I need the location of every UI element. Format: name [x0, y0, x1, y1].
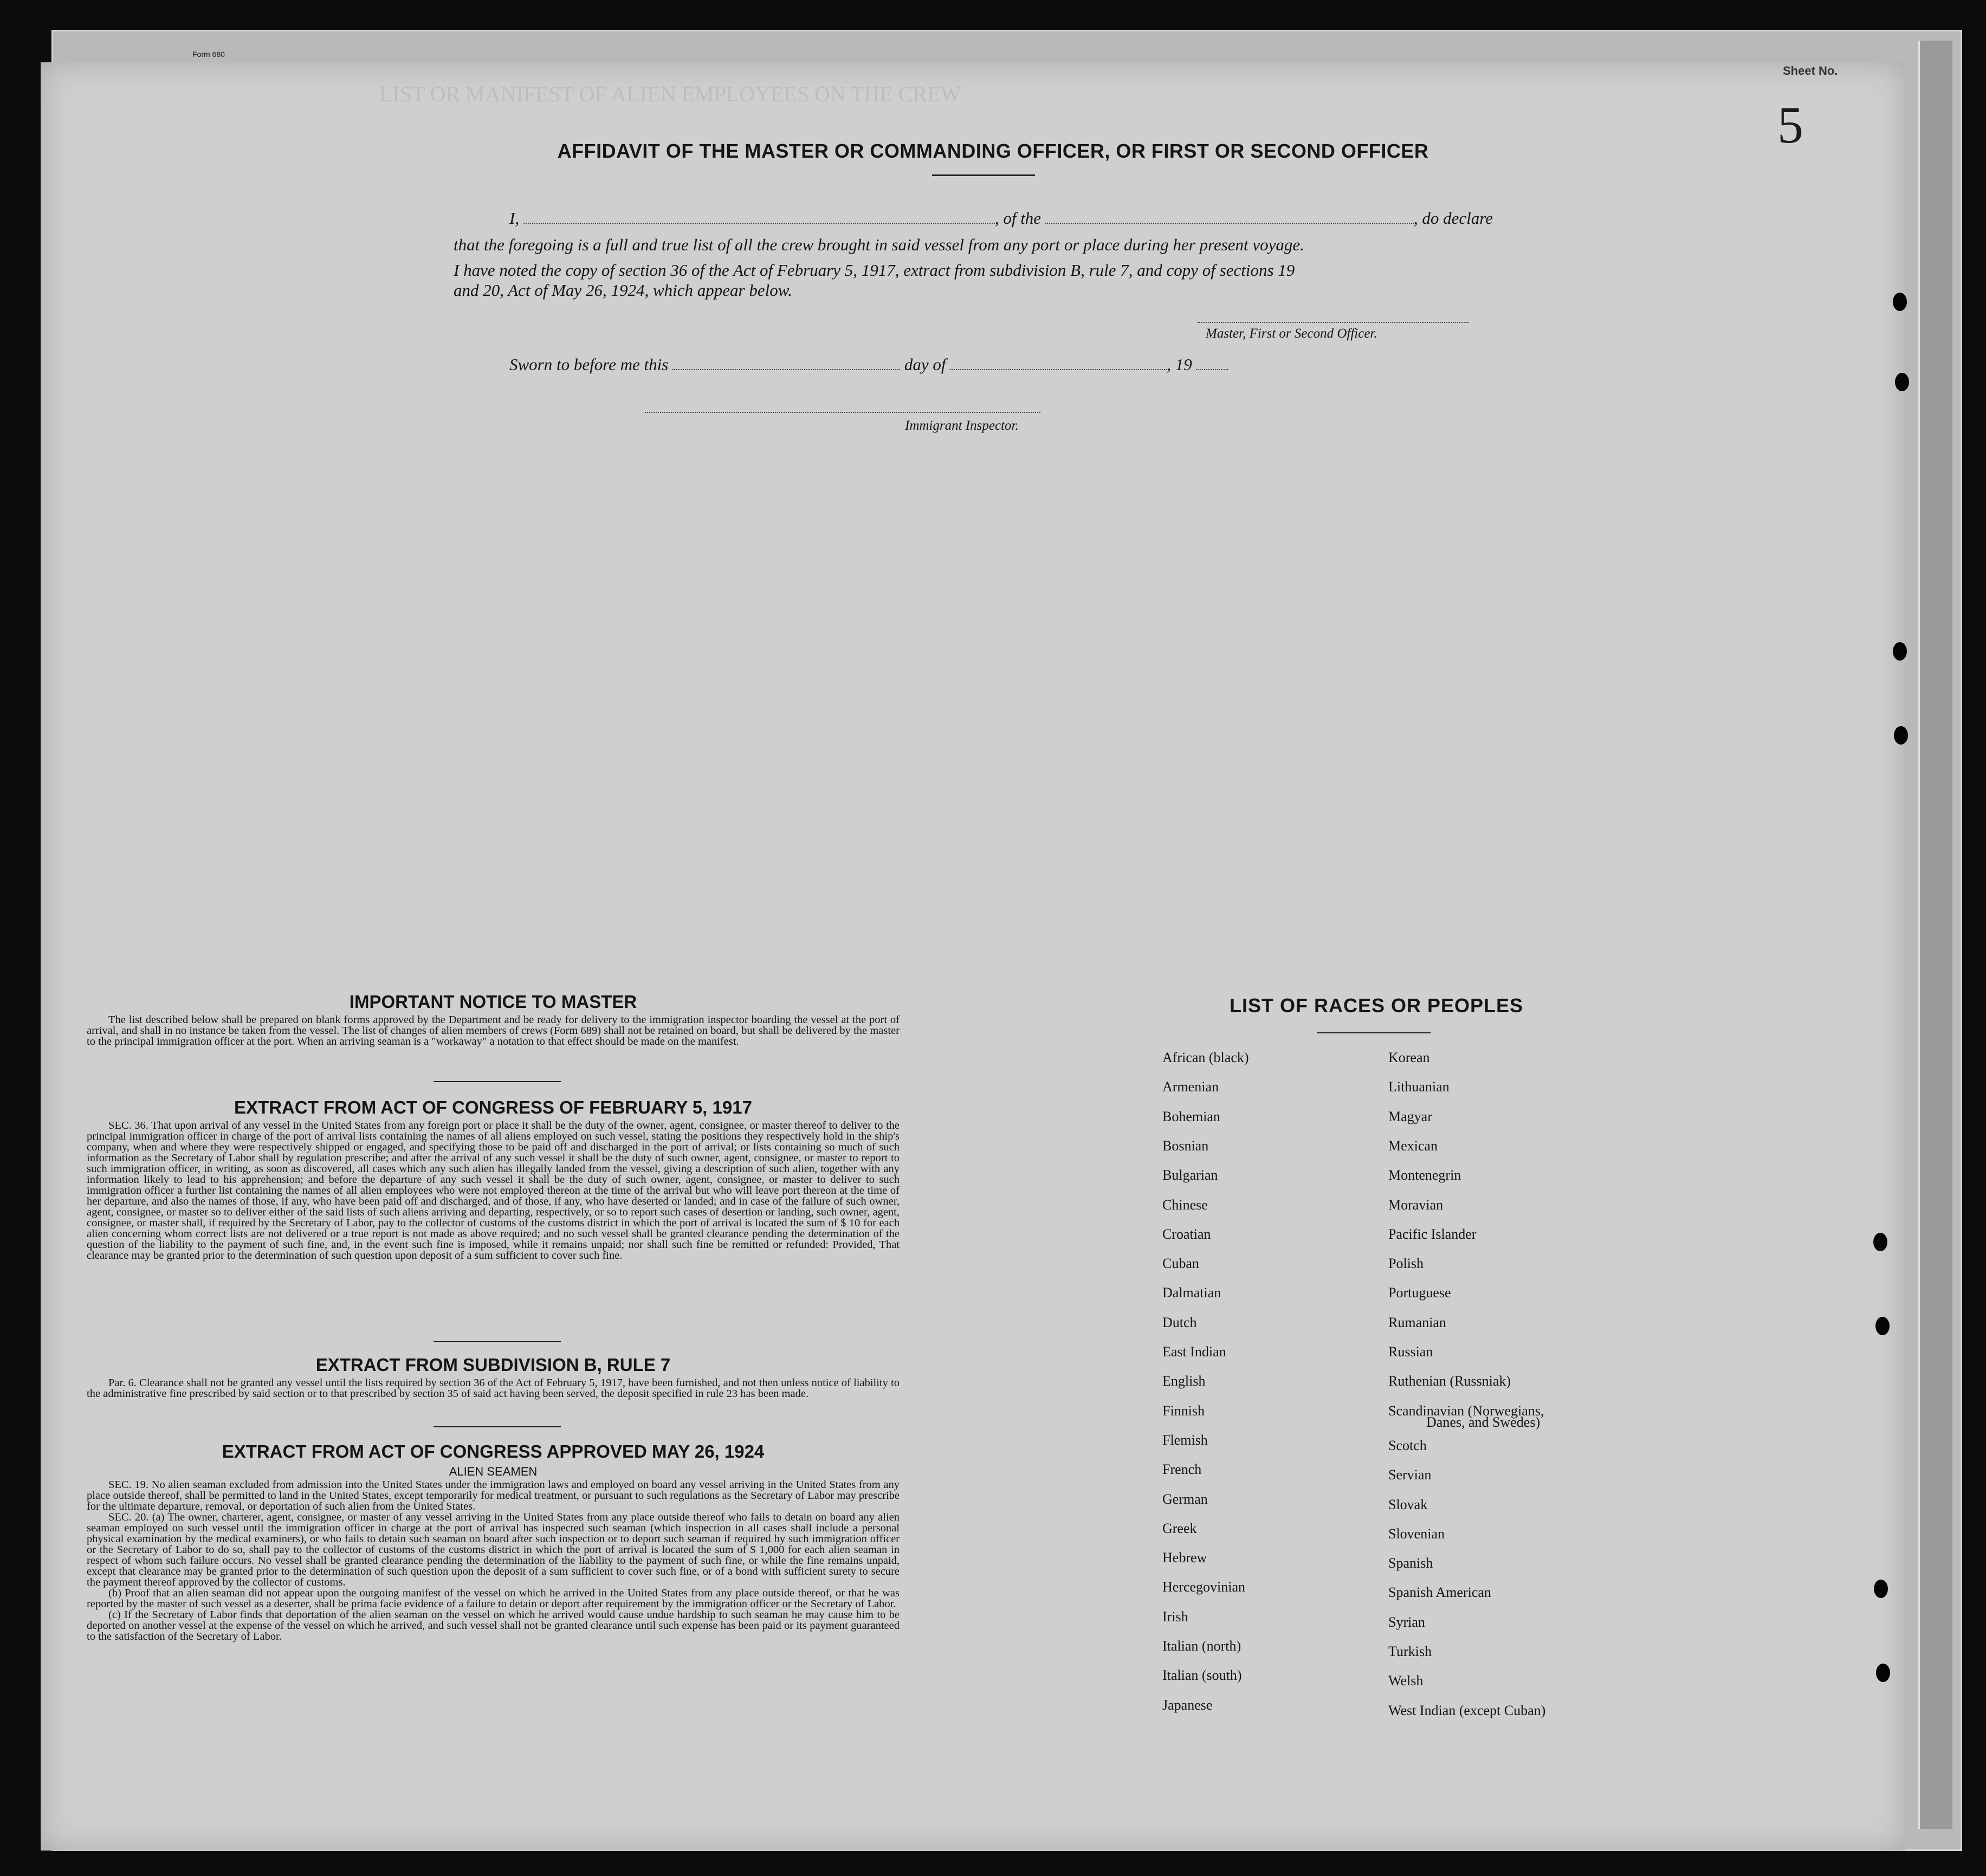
- race-item: Ruthenian (Russniak): [1388, 1373, 1511, 1389]
- race-item: Dalmatian: [1162, 1285, 1221, 1301]
- race-item: Flemish: [1162, 1432, 1208, 1448]
- sheet-number-label: Sheet No.: [1783, 64, 1838, 77]
- race-item: Montenegrin: [1388, 1167, 1461, 1183]
- race-item: Moravian: [1388, 1196, 1444, 1213]
- inspector-signature-field[interactable]: [645, 400, 1040, 413]
- extract-1917-body: SEC. 36. That upon arrival of any vessel in the United States from any foreign port or place it shall be the duty of the owner, agent, consignee, or master thereof to deliver to the principal immigration officer in charge of the port of arrival lists containing the names of all aliens employed on such vessel, stating the positions they respectively hold in the ship's company, when and where they were respectively shipped or engaged, and specifying those to be paid off and discharged in the port of arrival; or lists containing so much of such information as the Secretary of Labor shall by regulation prescribe; and after the arrival of any such vessel it shall be the duty of such owner, agent, consignee, or master to report to such immigration officer, in writing, as soon as discovered, all cases which any such alien has illegally landed from the vessel, giving a description of such alien, together with any information likely to lead to his apprehension; and before the departure of any such vessel it shall be the duty of such owner, agent, consignee, or master to deliver to such immigration officer a further list containing the names of all alien employees who were not employed thereon at the time of the arrival but who will leave port thereon at the time of her departure, and also the names of those, if any, who have been paid off and discharged, and of those, if any, who have deserted or landed; and in case of the failure of such owner, agent, consignee, or master so to deliver either of the said lists of such aliens arriving and departing, respectively, or so to report such cases of desertion or landing, such owner, agent, consignee, or master shall, if required by the Secretary of Labor, pay to the collector of customs of the customs district in which the port of arrival is located the sum of $ 10 for each alien concerning whom correct lists are not delivered or a true report is not made as above required; and no such vessel shall be granted clearance pending the determination of the question of the liability to the payment of such fine, and, in the event such fine is imposed, while it remains unpaid; nor shall such fine be remitted or refunded: Provided, That clearance may be granted prior to the determination of such question upon deposit of a sum sufficient to cover such fine.: [87, 1120, 900, 1262]
- race-item: Chinese: [1162, 1196, 1208, 1213]
- declaration-do-declare: , do declare: [1413, 209, 1493, 228]
- race-item: Servian: [1388, 1467, 1432, 1483]
- extract-1924-body: [87, 1479, 900, 1642]
- race-item: Japanese: [1162, 1697, 1213, 1713]
- underlying-sheet-edge: [1918, 41, 1952, 1829]
- section-rule: [434, 1081, 561, 1082]
- sworn-label: Sworn to before me this: [509, 355, 669, 374]
- sworn-month-field[interactable]: [950, 357, 1167, 370]
- race-item: Cuban: [1162, 1256, 1199, 1272]
- notice-body: The list described below shall be prepared on blank forms approved by the Department and be ready for delivery to the immigration inspector boarding the vessel at the port of arrival, and shall in no instance be taken from the vessel. The list of changes of alien members of crews (Form 689) shall not be retained on board, but shall be delivered by the master to the principal immigration officer at the port. When an arriving seaman is a "workaway" a notation to that effect should be made on the manifest.: [87, 1014, 900, 1047]
- sheet-number-handwritten: 5: [1777, 96, 1803, 154]
- race-item: Greek: [1162, 1520, 1197, 1536]
- race-item: Welsh: [1388, 1673, 1424, 1689]
- race-item: Russian: [1388, 1344, 1433, 1360]
- sworn-year-prefix: , 19: [1167, 355, 1192, 374]
- declarant-name-field[interactable]: [523, 211, 995, 224]
- race-item: Italian (north): [1162, 1638, 1241, 1654]
- race-item: African (black): [1162, 1050, 1249, 1065]
- race-item: Bulgarian: [1162, 1167, 1218, 1183]
- race-item: Mexican: [1388, 1137, 1438, 1154]
- sworn-line: [509, 355, 1228, 374]
- extract-1917-title: EXTRACT FROM ACT OF CONGRESS OF FEBRUARY 5, 1917: [234, 1097, 752, 1117]
- affidavit-title: AFFIDAVIT OF THE MASTER OR COMMANDING OFFICER, OR FIRST OR SECOND OFFICER: [557, 140, 1429, 162]
- race-item: German: [1162, 1491, 1208, 1507]
- race-item: Hercegovinian: [1162, 1579, 1246, 1595]
- extract-1924-title: EXTRACT FROM ACT OF CONGRESS APPROVED MAY 26, 1924: [222, 1441, 765, 1461]
- sec20a-paragraph: SEC. 20. (a) The owner, charterer, agent, consignee, or master of any vessel arriving in the United States from any place outside thereof who fails to detain on board any alien seaman employed on such vessel until the immigration officer in charge at the port of arrival has inspected such seaman (which inspection in all cases shall include a personal physical examination by the medical examiners), or who fails to detain such seaman on board after such inspection or to deport such seaman if required by such immigration officer or the Secretary of Labor to do so, shall pay to the collector of customs of the customs district in which the port of arrival is located the sum of $ 1,000 for each alien seaman in respect of whom such failure occurs. No vessel shall be granted clearance pending the determination of the liability to the payment of such fine, or while the fine remains unpaid, except that clearance may be granted prior to the determination of such question upon the deposit of a sum sufficient to cover such fine, or of a bond with sufficient surety to secure the payment thereof approved by the collector of customs.: [87, 1511, 900, 1588]
- race-item: Danes, and Swedes): [1426, 1414, 1541, 1430]
- notice-title: IMPORTANT NOTICE TO MASTER: [349, 992, 637, 1012]
- declaration-line-2: that the foregoing is a full and true list of all the crew brought in said vessel from any port or place during her present voyage.: [454, 235, 1304, 254]
- sec20c-paragraph: (c) If the Secretary of Labor finds that deportation of the alien seaman on the vessel on which he arrived would cause undue hardship to such seaman he may cause him to be deported on another vessel at the expense of the vessel on which he arrived, and such vessel shall not be granted clearance until such expense has been paid or its payment guaranteed to the satisfaction of the Secretary of Labor.: [87, 1609, 900, 1642]
- race-item: West Indian (except Cuban): [1388, 1702, 1546, 1718]
- declaration-line-1: [509, 209, 1493, 228]
- inspector-caption: Immigrant Inspector.: [905, 418, 1019, 433]
- race-item: Rumanian: [1388, 1314, 1446, 1330]
- race-item: Finnish: [1162, 1402, 1205, 1419]
- races-title: LIST OF RACES OR PEOPLES: [1229, 994, 1524, 1017]
- race-item: Lithuanian: [1388, 1079, 1450, 1095]
- extract-1924-subtitle: ALIEN SEAMEN: [449, 1465, 538, 1478]
- race-item: Hebrew: [1162, 1550, 1207, 1566]
- race-item: English: [1162, 1373, 1206, 1389]
- race-item: Bosnian: [1162, 1137, 1209, 1154]
- race-item: Scandinavian (Norwegians,: [1388, 1402, 1544, 1419]
- race-item: Turkish: [1388, 1644, 1432, 1659]
- race-item: Syrian: [1388, 1614, 1425, 1630]
- declaration-of-the: , of the: [994, 209, 1041, 228]
- race-item: Italian (south): [1162, 1667, 1242, 1684]
- form-number: Form 680: [192, 50, 225, 59]
- race-item: Scotch: [1388, 1437, 1427, 1453]
- race-item: Armenian: [1162, 1079, 1219, 1095]
- vessel-name-field[interactable]: [1045, 211, 1414, 224]
- sec19-paragraph: SEC. 19. No alien seaman excluded from admission into the United States under the immigration laws and employed on board any vessel arriving in the United States from any place outside thereof, shall be permitted to land in the United States, except temporarily for medical treatment, or pursuant to such regulations as the Secretary of Labor may prescribe for the ultimate departure, removal, or deportation of such alien from the United States.: [87, 1479, 900, 1512]
- race-item: Croatian: [1162, 1226, 1211, 1242]
- binder-hole: [1873, 1233, 1887, 1251]
- binder-hole: [1876, 1664, 1890, 1682]
- race-item: Bohemian: [1162, 1108, 1220, 1124]
- race-item: French: [1162, 1461, 1202, 1478]
- master-signature-caption: Master, First or Second Officer.: [1206, 326, 1377, 341]
- binder-hole: [1894, 726, 1908, 745]
- race-item: East Indian: [1162, 1344, 1226, 1360]
- binder-hole: [1893, 293, 1907, 311]
- sworn-year-field[interactable]: [1196, 357, 1228, 370]
- section-rule: [434, 1426, 561, 1427]
- races-rule: [1317, 1032, 1431, 1033]
- race-item: Dutch: [1162, 1314, 1197, 1330]
- sworn-day-of: day of: [904, 355, 946, 374]
- race-item: Magyar: [1388, 1108, 1432, 1124]
- sworn-day-field[interactable]: [672, 357, 900, 370]
- race-item: Irish: [1162, 1608, 1188, 1625]
- binder-hole: [1893, 642, 1907, 661]
- binder-hole: [1875, 1317, 1890, 1335]
- title-rule: [932, 174, 1035, 176]
- binder-hole: [1874, 1580, 1888, 1598]
- declaration-line-4: and 20, Act of May 26, 1924, which appear below.: [454, 281, 792, 300]
- race-item: Portuguese: [1388, 1285, 1451, 1301]
- section-rule: [434, 1341, 561, 1342]
- race-item: Slovenian: [1388, 1525, 1445, 1542]
- binder-hole: [1895, 373, 1909, 391]
- sec20b-paragraph: (b) Proof that an alien seaman did not appear upon the outgoing manifest of the vessel on which he arrived in the United States from any place outside thereof, or that he was reported by the master of such vessel as a deserter, shall be prima facie evidence of a failure to detain or deport after requirement by the immigration officer or the Secretary of Labor.: [87, 1587, 900, 1610]
- race-item: Polish: [1388, 1256, 1424, 1272]
- declaration-line-3: I have noted the copy of section 36 of the Act of February 5, 1917, extract from subdivision B, rule 7, and copy of sections 19: [454, 261, 1295, 280]
- race-item: Pacific Islander: [1388, 1226, 1477, 1242]
- race-item: Korean: [1388, 1050, 1430, 1065]
- race-item: Spanish American: [1388, 1584, 1491, 1601]
- race-item: Spanish: [1388, 1555, 1433, 1571]
- declaration-i: I,: [509, 209, 520, 228]
- race-item: Slovak: [1388, 1496, 1428, 1512]
- master-signature-field[interactable]: [1198, 310, 1469, 323]
- rule7-body: Par. 6. Clearance shall not be granted any vessel until the lists required by section 36 of the Act of February 5, 1917, have been furnished, and not then unless notice of liability to the administrative fine prescribed by said section or to that prescribed by section 35 of said act having been served, the deposit specified in rule 23 has been made.: [87, 1377, 900, 1400]
- rule7-title: EXTRACT FROM SUBDIVISION B, RULE 7: [315, 1355, 671, 1375]
